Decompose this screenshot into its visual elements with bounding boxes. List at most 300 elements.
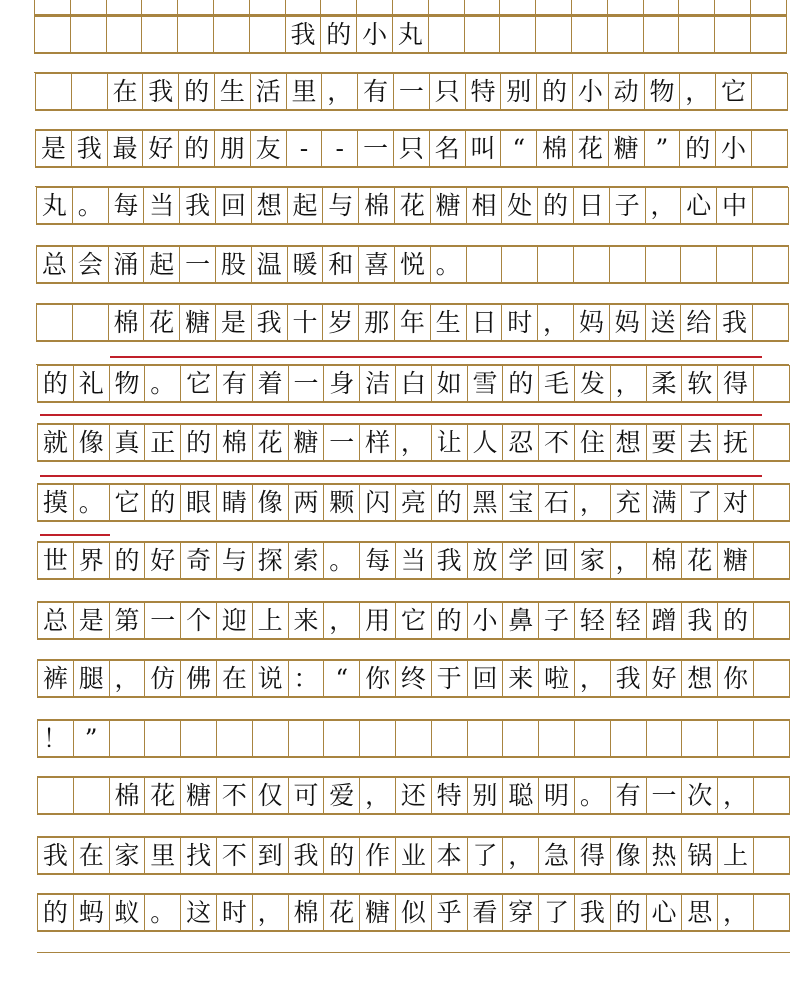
grid-cell: 糖: [180, 777, 217, 814]
line-spacer: [35, 167, 788, 187]
grid-cell: 蹭: [646, 602, 683, 639]
grid-cell: 活: [250, 73, 287, 110]
grid-cell: 岁: [322, 304, 359, 341]
grid-cell: 眼: [180, 484, 217, 521]
grid-cell: 洁: [359, 365, 396, 402]
grid-cell: 回: [215, 187, 252, 224]
grid-cell: 在: [107, 73, 144, 110]
grid-cell: 是: [215, 304, 252, 341]
grid-cell: 急: [538, 837, 575, 874]
grid-cell: [753, 484, 790, 521]
grid-cell: 糖: [608, 130, 645, 167]
grid-cell: 好: [144, 542, 181, 579]
grid-cell: 于: [431, 660, 468, 697]
grid-cell: 别: [500, 73, 537, 110]
grid-cell: [464, 16, 501, 53]
grid-cell: ，: [537, 304, 574, 341]
grid-cell: 。: [144, 894, 181, 931]
grid-cell: 了: [538, 894, 575, 931]
grid-cell: [714, 16, 751, 53]
grid-cell: 会: [72, 246, 109, 283]
grid-cell: 闪: [359, 484, 396, 521]
grid-cell: [177, 16, 214, 53]
grid-cell: 丸: [36, 187, 73, 224]
grid-cell: [177, 0, 214, 15]
grid-cell: 花: [144, 777, 181, 814]
grid-cell: 。: [73, 484, 110, 521]
grid-cell: 颗: [323, 484, 360, 521]
grid-cell: 股: [215, 246, 252, 283]
grid-cell: 总: [37, 602, 74, 639]
grid-cell: ，: [321, 73, 358, 110]
grid-cell: 别: [467, 777, 504, 814]
grid-cell: 棉: [536, 130, 573, 167]
grid-cell: 只: [393, 130, 430, 167]
grid-cell: [753, 424, 790, 461]
grid-cell: ，: [359, 777, 396, 814]
grid-cell: [607, 16, 644, 53]
grid-cell: 热: [646, 837, 683, 874]
grid-cell: ，: [610, 365, 647, 402]
grid-row: [36, 304, 788, 341]
grid-cell: 仿: [144, 660, 181, 697]
grid-row: [37, 777, 789, 814]
grid-cell: 想: [251, 187, 288, 224]
grid-cell: 家: [574, 542, 611, 579]
grid-cell: 的: [431, 484, 468, 521]
grid-cell: 终: [395, 660, 432, 697]
grid-cell: ，: [574, 484, 611, 521]
grid-cell: [535, 0, 572, 15]
grid-cell: 想: [681, 660, 718, 697]
grid-cell: ，: [717, 894, 754, 931]
grid-cell: 只: [429, 73, 466, 110]
grid-cell: 一: [646, 777, 683, 814]
grid-cell: 住: [574, 424, 611, 461]
grid-cell: 的: [37, 365, 74, 402]
grid-row: [37, 720, 789, 757]
grid-cell: 它: [395, 602, 432, 639]
grid-cell: [537, 246, 574, 283]
grid-cell: [109, 720, 146, 757]
grid-cell: 个: [180, 602, 217, 639]
grid-cell: 最: [107, 130, 144, 167]
grid-cell: 喜: [358, 246, 395, 283]
grid-cell: [464, 0, 501, 15]
grid-cell: 了: [467, 837, 504, 874]
grid-cell: 送: [645, 304, 682, 341]
grid-cell: [431, 720, 468, 757]
grid-cell: [752, 187, 789, 224]
grid-cell: [499, 0, 536, 15]
grid-cell: 摸: [37, 484, 74, 521]
grid-cell: 起: [287, 187, 324, 224]
grid-row: [37, 660, 789, 697]
line-spacer: [36, 341, 789, 365]
grid-cell: 在: [73, 837, 110, 874]
grid-cell: 的: [679, 130, 716, 167]
grid-cell: 得: [574, 837, 611, 874]
grid-cell: [573, 246, 610, 283]
red-underline: [110, 356, 762, 358]
grid-cell: [216, 720, 253, 757]
grid-cell: 它: [715, 73, 752, 110]
grid-cell: [645, 246, 682, 283]
grid-cell: 糖: [288, 424, 325, 461]
grid-cell: 思: [681, 894, 718, 931]
grid-cell: 糖: [717, 542, 754, 579]
grid-cell: 我: [179, 187, 216, 224]
grid-cell: 的: [144, 484, 181, 521]
grid-cell: [73, 777, 110, 814]
grid-cell: 仅: [252, 777, 289, 814]
grid-cell: 友: [250, 130, 287, 167]
grid-cell: 的: [610, 894, 647, 931]
grid-cell: 有: [216, 365, 253, 402]
grid-cell: 花: [572, 130, 609, 167]
grid-cell: [753, 837, 790, 874]
grid-cell: 的: [37, 894, 74, 931]
grid-cell: [717, 720, 754, 757]
grid-cell: [213, 0, 250, 15]
grid-cell: [392, 0, 429, 15]
grid-cell: 回: [467, 660, 504, 697]
grid-cell: 花: [143, 304, 180, 341]
grid-cell: “: [323, 660, 360, 697]
grid-cell: [501, 246, 538, 283]
grid-cell: 花: [323, 894, 360, 931]
grid-cell: 爱: [323, 777, 360, 814]
grid-cell: 不: [216, 837, 253, 874]
grid-cell: -: [286, 130, 323, 167]
grid-cell: 我: [71, 130, 108, 167]
grid-cell: 礼: [73, 365, 110, 402]
grid-cell: [285, 0, 322, 15]
line-spacer: [37, 521, 790, 542]
grid-cell: 一: [288, 365, 325, 402]
grid-cell: [753, 660, 790, 697]
grid-cell: 那: [358, 304, 395, 341]
grid-cell: 日: [466, 304, 503, 341]
grid-cell: [70, 0, 107, 15]
grid-cell: 亮: [395, 484, 432, 521]
grid-cell: 鼻: [502, 602, 539, 639]
grid-cell: 我: [37, 837, 74, 874]
grid-cell: 如: [431, 365, 468, 402]
grid-cell: 它: [109, 484, 146, 521]
grid-cell: 锅: [681, 837, 718, 874]
grid-cell: 的: [178, 73, 215, 110]
grid-cell: 啦: [538, 660, 575, 697]
grid-cell: 生: [430, 304, 467, 341]
grid-cell: 着: [252, 365, 289, 402]
grid-cell: 。: [72, 187, 109, 224]
grid-cell: 到: [252, 837, 289, 874]
grid-cell: [502, 720, 539, 757]
grid-cell: [571, 0, 608, 15]
grid-cell: [535, 16, 572, 53]
grid-cell: [680, 246, 717, 283]
grid-cell: 身: [323, 365, 360, 402]
grid-cell: ，: [645, 187, 682, 224]
grid-cell: ，: [502, 837, 539, 874]
grid-cell: [750, 16, 787, 53]
grid-cell: 柔: [646, 365, 683, 402]
grid-cell: 上: [717, 837, 754, 874]
grid-cell: 的: [431, 602, 468, 639]
grid-cell: [141, 16, 178, 53]
grid-cell: [753, 542, 790, 579]
grid-cell: 抚: [717, 424, 754, 461]
grid-cell: [753, 365, 790, 402]
grid-cell: 每: [108, 187, 145, 224]
grid-cell: [643, 16, 680, 53]
grid-cell: 妈: [573, 304, 610, 341]
grid-cell: 腿: [73, 660, 110, 697]
grid-cell: 我: [288, 837, 325, 874]
grid-row: [37, 542, 789, 579]
grid-cell: 来: [502, 660, 539, 697]
grid-cell: 花: [394, 187, 431, 224]
grid-cell: 我: [431, 542, 468, 579]
grid-cell: 棉: [108, 304, 145, 341]
grid-cell: [753, 720, 790, 757]
grid-cell: 的: [323, 837, 360, 874]
grid-cell: 轻: [574, 602, 611, 639]
grid-row: [36, 246, 788, 283]
grid-row: [34, 16, 786, 53]
grid-cell: 特: [465, 73, 502, 110]
grid-cell: 棉: [288, 894, 325, 931]
grid-cell: 就: [37, 424, 74, 461]
grid-cell: 糖: [179, 304, 216, 341]
grid-row: [34, 0, 786, 15]
line-spacer: [37, 757, 790, 777]
grid-cell: 暖: [287, 246, 324, 283]
grid-cell: 可: [288, 777, 325, 814]
grid-cell: 起: [143, 246, 180, 283]
grid-cell: 花: [681, 542, 718, 579]
line-spacer: [36, 224, 789, 246]
grid-cell: 迎: [216, 602, 253, 639]
grid-cell: 石: [538, 484, 575, 521]
grid-cell: 满: [646, 484, 683, 521]
grid-cell: 的: [178, 130, 215, 167]
grid-cell: 特: [431, 777, 468, 814]
grid-cell: 似: [395, 894, 432, 931]
grid-cell: 本: [431, 837, 468, 874]
grid-cell: “: [500, 130, 537, 167]
line-spacer: [37, 874, 790, 894]
grid-cell: 世: [37, 542, 74, 579]
grid-cell: [106, 16, 143, 53]
grid-cell: 对: [717, 484, 754, 521]
grid-cell: 说: [252, 660, 289, 697]
grid-cell: [571, 16, 608, 53]
grid-cell: 我: [251, 304, 288, 341]
grid-cell: 看: [467, 894, 504, 931]
grid-cell: 糖: [359, 894, 396, 931]
grid-cell: 与: [216, 542, 253, 579]
grid-cell: 涌: [108, 246, 145, 283]
grid-cell: [34, 0, 71, 15]
grid-cell: 一: [357, 130, 394, 167]
grid-cell: 我: [681, 602, 718, 639]
grid-cell: [678, 0, 715, 15]
grid-cell: 子: [538, 602, 575, 639]
grid-cell: 不: [216, 777, 253, 814]
grid-cell: 处: [501, 187, 538, 224]
grid-cell: 发: [574, 365, 611, 402]
grid-cell: 一: [323, 424, 360, 461]
grid-cell: ，: [717, 777, 754, 814]
grid-cell: 里: [144, 837, 181, 874]
grid-cell: 一: [144, 602, 181, 639]
grid-cell: 要: [646, 424, 683, 461]
grid-cell: 心: [646, 894, 683, 931]
grid-cell: 毛: [538, 365, 575, 402]
grid-cell: [249, 16, 286, 53]
grid-cell: 像: [73, 424, 110, 461]
grid-cell: 每: [359, 542, 396, 579]
grid-cell: ，: [252, 894, 289, 931]
grid-cell: 轻: [610, 602, 647, 639]
grid-cell: [428, 0, 465, 15]
grid-cell: 软: [681, 365, 718, 402]
grid-cell: 像: [252, 484, 289, 521]
grid-cell: 日: [573, 187, 610, 224]
grid-cell: [753, 602, 790, 639]
line-spacer: [37, 697, 790, 720]
grid-cell: 物: [109, 365, 146, 402]
grid-cell: 我: [285, 16, 322, 53]
grid-row: [36, 187, 788, 224]
grid-cell: 时: [216, 894, 253, 931]
grid-cell: 你: [717, 660, 754, 697]
line-spacer: [37, 639, 790, 660]
grid-cell: 找: [180, 837, 217, 874]
line-spacer: [37, 402, 790, 424]
grid-cell: 两: [288, 484, 325, 521]
grid-cell: 悦: [394, 246, 431, 283]
grid-cell: [35, 73, 72, 110]
grid-cell: 。: [144, 365, 181, 402]
grid-cell: 当: [143, 187, 180, 224]
grid-cell: 索: [288, 542, 325, 579]
grid-cell: [681, 720, 718, 757]
red-underline: [40, 414, 762, 416]
grid-cell: 不: [538, 424, 575, 461]
grid-cell: 用: [359, 602, 396, 639]
grid-row: [37, 602, 789, 639]
grid-cell: 有: [610, 777, 647, 814]
grid-cell: [607, 0, 644, 15]
grid-cell: 的: [109, 542, 146, 579]
grid-cell: [141, 0, 178, 15]
grid-cell: 佛: [180, 660, 217, 697]
grid-cell: 还: [395, 777, 432, 814]
grid-cell: 棉: [358, 187, 395, 224]
grid-cell: 次: [681, 777, 718, 814]
grid-cell: 的: [536, 73, 573, 110]
grid-cell: ，: [323, 602, 360, 639]
grid-cell: 来: [288, 602, 325, 639]
grid-cell: 明: [538, 777, 575, 814]
grid-cell: [34, 16, 71, 53]
grid-cell: ，: [610, 542, 647, 579]
grid-cell: 上: [252, 602, 289, 639]
grid-cell: 小: [715, 130, 752, 167]
line-spacer: [37, 579, 790, 602]
grid-cell: [252, 720, 289, 757]
line-spacer: [37, 461, 790, 484]
grid-cell: 一: [393, 73, 430, 110]
grid-cell: 名: [429, 130, 466, 167]
grid-cell: [36, 304, 73, 341]
grid-cell: 叫: [465, 130, 502, 167]
grid-cell: [751, 130, 788, 167]
grid-cell: 小: [467, 602, 504, 639]
grid-cell: [714, 0, 751, 15]
grid-cell: 是: [73, 602, 110, 639]
grid-cell: 得: [717, 365, 754, 402]
grid-cell: 回: [538, 542, 575, 579]
grid-cell: [323, 720, 360, 757]
grid-cell: 年: [394, 304, 431, 341]
grid-cell: 在: [216, 660, 253, 697]
grid-cell: [752, 246, 789, 283]
grid-cell: -: [321, 130, 358, 167]
grid-cell: [678, 16, 715, 53]
grid-cell: [356, 0, 393, 15]
grid-cell: 。: [430, 246, 467, 283]
grid-cell: 家: [109, 837, 146, 874]
grid-cell: [574, 720, 611, 757]
grid-cell: 好: [646, 660, 683, 697]
grid-cell: 动: [608, 73, 645, 110]
grid-row: [35, 73, 787, 110]
grid-cell: [753, 777, 790, 814]
grid-cell: 。: [323, 542, 360, 579]
grid-cell: [249, 0, 286, 15]
grid-cell: 相: [466, 187, 503, 224]
grid-cell: 物: [644, 73, 681, 110]
grid-cell: [751, 73, 788, 110]
grid-cell: [750, 0, 787, 15]
grid-cell: 它: [180, 365, 217, 402]
grid-cell: 业: [395, 837, 432, 874]
red-underline: [40, 475, 762, 477]
grid-cell: 正: [144, 424, 181, 461]
grid-cell: 去: [681, 424, 718, 461]
grid-cell: 小: [572, 73, 609, 110]
grid-cell: 忍: [502, 424, 539, 461]
grid-cell: 当: [395, 542, 432, 579]
grid-cell: 温: [251, 246, 288, 283]
grid-cell: ，: [109, 660, 146, 697]
grid-row: [37, 484, 789, 521]
grid-cell: 小: [356, 16, 393, 53]
grid-cell: 宝: [502, 484, 539, 521]
grid-cell: 总: [36, 246, 73, 283]
grid-cell: 丸: [392, 16, 429, 53]
grid-cell: 探: [252, 542, 289, 579]
grid-row: [37, 894, 789, 931]
grid-cell: 生: [214, 73, 251, 110]
grid-cell: 裤: [37, 660, 74, 697]
grid-cell: [609, 246, 646, 283]
grid-cell: [716, 246, 753, 283]
